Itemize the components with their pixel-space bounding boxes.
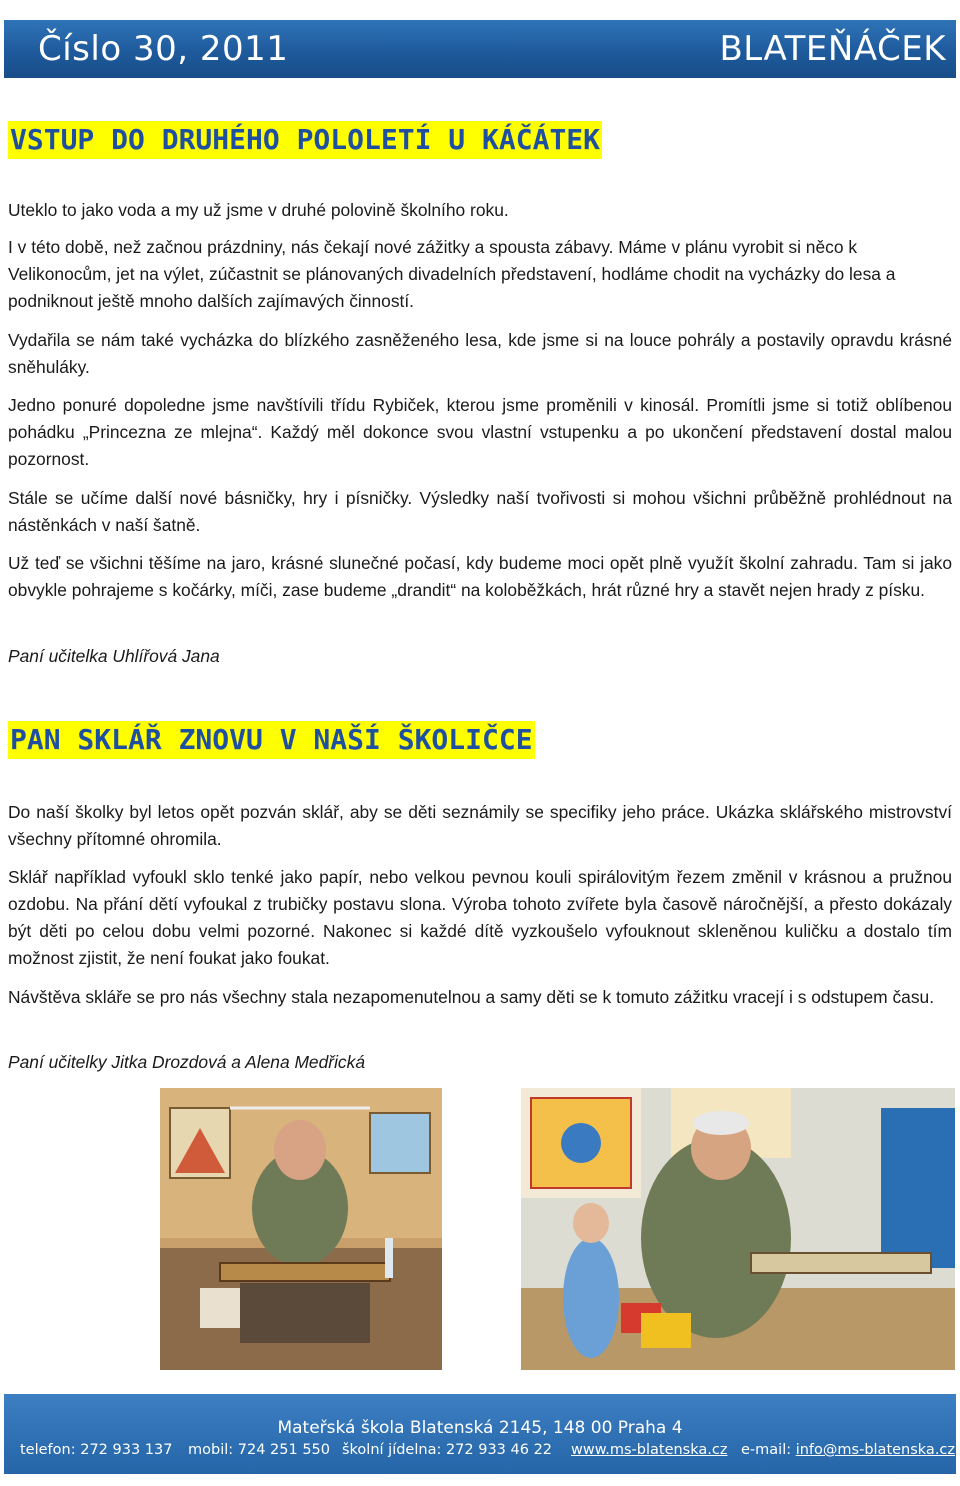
page-footer [4, 1394, 956, 1474]
article1-paragraph-5: Stále se učíme další nové básničky, hry i písničky. Výsledky naší tvořivosti si mohou všichni průběžně prohlédnout na nástěnkách v naší šatně. [8, 488, 952, 535]
footer-email [741, 1442, 955, 1458]
glassblower-photo-right [521, 1088, 955, 1370]
article1-paragraph-4: Jedno ponuré dopoledne jsme navštívili třídu Rybiček, kterou jsme proměnili v kinosál. Promítli jsme si totiž oblíbenou pohádku „Princezna ze mlejna“. Každý měl dokonce svou vlastní vstupenku a po ukončení představení dostal malou pozornost. [8, 395, 952, 469]
newsletter-title: BLATEŇÁČEK [719, 29, 946, 69]
article1-paragraph-1: Uteklo to jako voda a my už jsme v druhé polovině školního roku. [8, 200, 509, 220]
article1-paragraph-3: Vydařila se nám také vycházka do blízkého zasněženého lesa, kde jsme si na louce pohrály a postavily opravdu krásné sněhuláky. [8, 330, 952, 377]
school-address: Mateřská škola Blatenská 2145, 148 00 Praha 4 [277, 1418, 683, 1438]
article1-title: VSTUP DO DRUHÉHO POLOLETÍ U KÁČÁTEK [8, 121, 602, 159]
article1-signature: Paní učitelka Uhlířová Jana [8, 646, 220, 666]
glassblower-photo-left [160, 1088, 442, 1370]
footer-email-link[interactable]: info@ms-blatenska.cz [795, 1442, 956, 1458]
article2-paragraph-1: Do naší školky byl letos opět pozván sklář, aby se děti seznámily se specifiky jeho práce. Ukázka sklářského mistrovství všechny přítomné ohromila. [8, 802, 952, 849]
issue-number: Číslo 30, 2011 [38, 29, 289, 69]
footer-mobile: mobil: 724 251 550 [188, 1442, 330, 1458]
article1-paragraph-6: Už teď se všichni těšíme na jaro, krásné slunečné počasí, kdy budeme moci opět plně využít školní zahradu. Tam si jako obvykle pohrajeme s kočárky, míči, zase budeme „drandit“ na koloběžkách, hrát různé hry a stavět nejen hrady z písku. [8, 553, 952, 600]
article2-paragraph-3: Návštěva skláře se pro nás všechny stala nezapomenutelnou a samy děti se k tomuto zážitku vracejí i s odstupem času. [8, 987, 935, 1007]
footer-phone: telefon: 272 933 137 [20, 1442, 173, 1458]
footer-email-label: e-mail: [741, 1442, 796, 1458]
article1-paragraph-2: I v této době, než začnou prázdniny, nás čekají nové zážitky a spousta zábavy. Máme v plánu vyrobit si něco k Velikonocům, jet na výlet, zúčastnit se plánovaných divadelních představení, hodláme chodit na vycházky do lesa a podniknout ještě mnoho dalších zajímavých činností. [8, 237, 896, 311]
footer-contacts [4, 1442, 956, 1464]
footer-web-link[interactable]: www.ms-blatenska.cz [571, 1442, 728, 1458]
page-header [4, 20, 956, 78]
footer-canteen: školní jídelna: 272 933 46 22 [342, 1442, 553, 1458]
article2-signature: Paní učitelky Jitka Drozdová a Alena Medřická [8, 1052, 365, 1072]
article2-paragraph-2: Sklář například vyfoukl sklo tenké jako papír, nebo velkou pevnou kouli spirálovitým řezem změnil v krásnou a pružnou ozdobu. Na přání dětí vyfoukal z trubičky postavu slona. Výroba tohoto zvířete byla časově náročnější, a přesto dokázaly být děti po celou dobu velmi pozorné. Nakonec si každé dítě vyzkoušelo vyfouknout skleněnou kuličku a dostalo tím možnost zjistit, že není foukat jako foukat. [8, 867, 952, 968]
article2-title: PAN SKLÁŘ ZNOVU V NAŠÍ ŠKOLIČCE [8, 721, 535, 759]
